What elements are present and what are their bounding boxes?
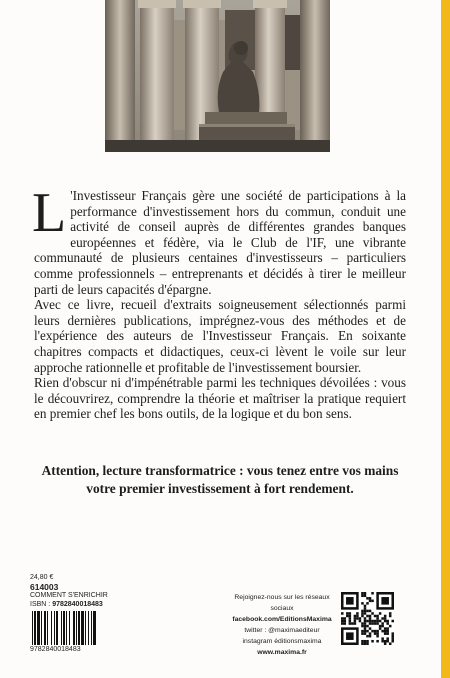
twitter-handle[interactable]: twitter : @maximaediteur (244, 627, 320, 634)
social-invite: Rejoignez-nous sur les réseaux sociaux (234, 594, 330, 612)
price-block (30, 573, 128, 654)
social-contact-block (228, 592, 336, 658)
ean-number: 9782840018483 (30, 646, 81, 653)
paragraph-1-text: 'Investisseur Français gère une société de participations à la performance d'investissement hors du commun, conduit une activité de conseil auprès de différentes grandes banques européennes et fédère, via le Club de l'IF, une vibrante communauté de plusieurs centaines d'investisseurs – particuliers comme professionnels – entreprenants et décidés à tirer le meilleur parti de leurs capacités d'épargne. (34, 188, 406, 297)
website-link[interactable]: www.maxima.fr (257, 649, 307, 656)
title-code: COMMENT S'ENRICHIR (30, 592, 108, 599)
instagram-handle[interactable]: instagram éditionsmaxima (242, 638, 322, 645)
callout-text (34, 462, 406, 498)
facebook-link[interactable]: facebook.com/EditionsMaxima (232, 616, 332, 623)
isbn-label: ISBN : (30, 600, 51, 608)
price-label: 24,80 € (30, 574, 54, 581)
spine-edge (441, 0, 450, 678)
paragraph-3: Rien d'obscur ni d'impénétrable parmi les techniques dévoilées : vous le découvrirez, comprendre la théorie et maîtriser la pratique requiert en premier chef les bons outils, de la logique et du bon sens. (34, 375, 406, 422)
isbn-line (30, 601, 128, 610)
paragraph-2: Avec ce livre, recueil d'extraits soigneusement sélectionnés parmi leurs dernières publications, imprégnez-vous des méthodes et de l'expérience des auteurs de l'Investisseur Français. En soixante chapitres compacts et didactiques, ceux-ci lèvent le voile sur leur approche rationnelle et profitable de l'investissement boursier. (34, 297, 406, 375)
barcode-icon (30, 611, 128, 645)
dropcap-letter: L (32, 182, 67, 244)
isbn-value: 9782840018483 (52, 600, 103, 608)
qr-code-icon[interactable] (341, 592, 394, 645)
paragraph-1 (32, 182, 406, 297)
callout-line-1: Attention, lecture transformatrice : vous tenez entre vos mains (41, 463, 399, 478)
product-code: 614003 (30, 582, 59, 592)
building-statue-photo (105, 0, 330, 152)
callout-line-2: votre premier investissement à fort rendement. (86, 481, 354, 496)
description-text (32, 182, 406, 422)
